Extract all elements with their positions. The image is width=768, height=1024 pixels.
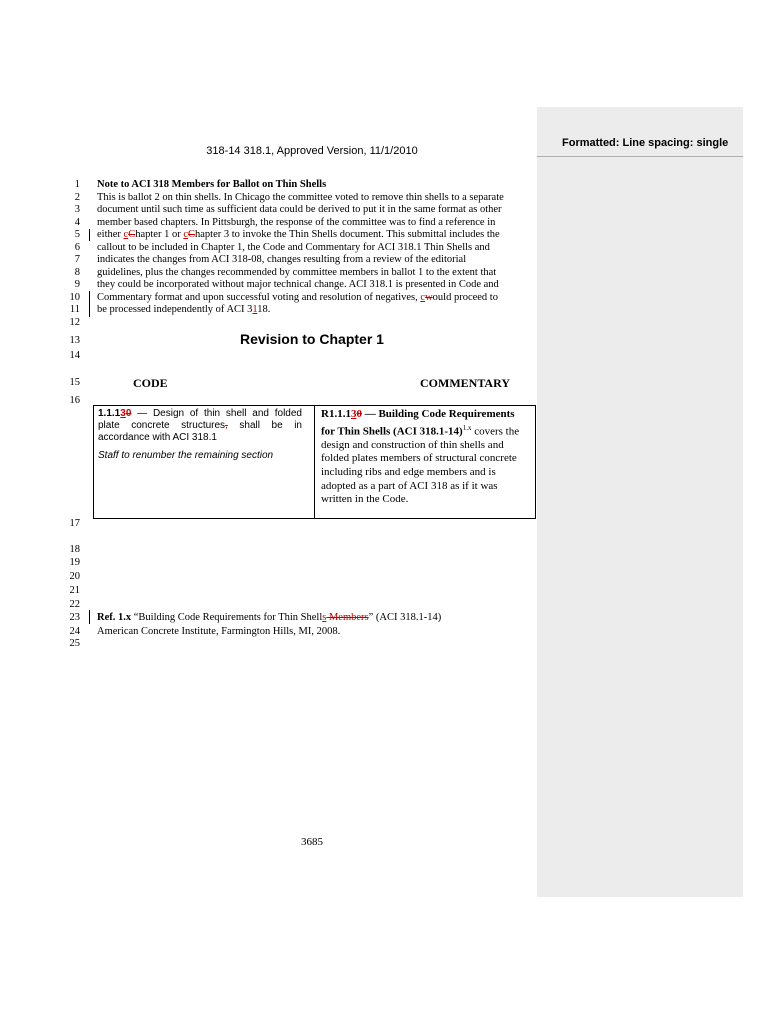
text-run: 18. [257,304,271,315]
commentary-cell [321,408,526,507]
note-line [97,292,498,304]
commentary-body: covers the design and construction of thin shells and folded plates members of structural concrete including ribs and edge members and is adopted as a part of ACI 318 as if it was written in the Code. [321,425,520,506]
deleted-text: , [225,420,228,431]
line-number: 1 [74,179,80,190]
line-number: 13 [69,335,80,346]
deleted-text: C [128,229,136,240]
inserted-text: 3 [350,408,357,420]
deleted-text: Members [326,612,369,623]
deleted-text: w [425,292,433,303]
line-number: 24 [69,626,80,637]
inserted-text: 3 [120,408,126,419]
note-line: guidelines, plus the changes recommended by committee members in ballot 1 to the extent that [97,267,497,278]
reference-label: Ref. 1.x [97,612,132,623]
text-run: hapter 1 or [135,229,184,240]
line-number: 10 [69,292,80,303]
line-number: 2 [74,192,80,203]
line-number: 14 [69,350,80,361]
inserted-text: c [420,292,426,303]
line-number: 21 [69,585,80,596]
table-divider [314,406,315,518]
note-line: callout to be included in Chapter 1, the Code and Commentary for ACI 318.1 Thin Shells and [97,242,490,253]
line-number: 22 [69,599,80,610]
page-header: 318-14 318.1, Approved Version, 11/1/2010 [206,145,418,157]
text-run: shall be in accordance with ACI 318.1 [98,420,302,443]
code-column-heading: CODE [133,376,168,390]
inserted-text: c [123,229,129,240]
line-number: 7 [74,254,80,265]
note-line [97,229,500,241]
deleted-text: 0 [356,408,362,420]
line-number: 19 [69,557,80,568]
text-run: hapter 3 to invoke the Thin Shells document. This submittal includes the [195,229,500,240]
section-number: R1.1.1 [321,408,351,420]
text-run: ” (ACI 318.1-14) [368,612,442,623]
code-commentary-table [93,405,536,519]
line-number: 23 [69,612,80,623]
line-number: 3 [74,204,80,215]
comment-title: Formatted: Line spacing: single [562,137,729,149]
text-run: be processed independently of ACI 3 [97,304,253,315]
deleted-text: 0 [125,408,132,419]
change-bar [89,229,90,241]
reference-line-2: American Concrete Institute, Farmington Hills, MI, 2008. [97,626,341,637]
code-cell [98,408,302,462]
inserted-text: s [322,612,327,623]
line-number: 20 [69,571,80,582]
line-number: 15 [69,377,80,388]
text-run: ould proceed to [432,292,498,303]
line-number: 6 [74,242,80,253]
inserted-text: 1 [252,304,258,315]
comment-pane [537,107,743,897]
line-number: 9 [74,279,80,290]
text-run: “Building Code Requirements for Thin Shell [131,612,323,623]
line-number: 12 [69,317,80,328]
line-number: 16 [69,395,80,406]
section-number: 1.1.1 [98,408,121,419]
note-line: member based chapters. In Pittsburgh, the response of the committee was to find a reference in [97,217,496,228]
note-line: document until such time as sufficient data could be derived to put it in the same format as other [97,204,502,215]
inserted-text: c [183,229,188,240]
line-number: 18 [69,544,80,555]
reference-line [97,612,441,624]
page-number: 3685 [301,836,323,848]
change-bar [89,610,90,624]
line-number: 8 [74,267,80,278]
line-number: 25 [69,638,80,649]
change-bar [89,291,90,317]
deleted-text: C [188,229,196,240]
line-number: 4 [74,217,80,228]
revision-title: Revision to Chapter 1 [240,331,384,347]
note-line: they could be incorporated without major technical change. ACI 318.1 is presented in Code and [97,279,499,290]
line-number: 5 [74,229,80,240]
text-run: — Design of thin shell and folded plate concrete structures [98,408,302,431]
line-number: 11 [69,304,80,315]
note-title: Note to ACI 318 Members for Ballot on Thin Shells [97,179,327,190]
staff-note: Staff to renumber the remaining section [98,450,274,461]
note-line: indicates the changes from ACI 318-08, changes resulting from a review of the editorial [97,254,467,265]
reference-superscript: 1.x [462,423,472,432]
note-line [97,304,270,316]
commentary-column-heading: COMMENTARY [420,376,511,390]
text-run: either [97,229,124,240]
note-line: This is ballot 2 on thin shells. In Chicago the committee voted to remove thin shells to a separate [97,192,504,203]
text-run: Commentary format and upon successful voting and resolution of negatives, [97,292,421,303]
line-number: 17 [69,518,80,529]
commentary-heading: — Building Code Requirements for Thin Shells (ACI 318.1-14) [321,408,515,438]
